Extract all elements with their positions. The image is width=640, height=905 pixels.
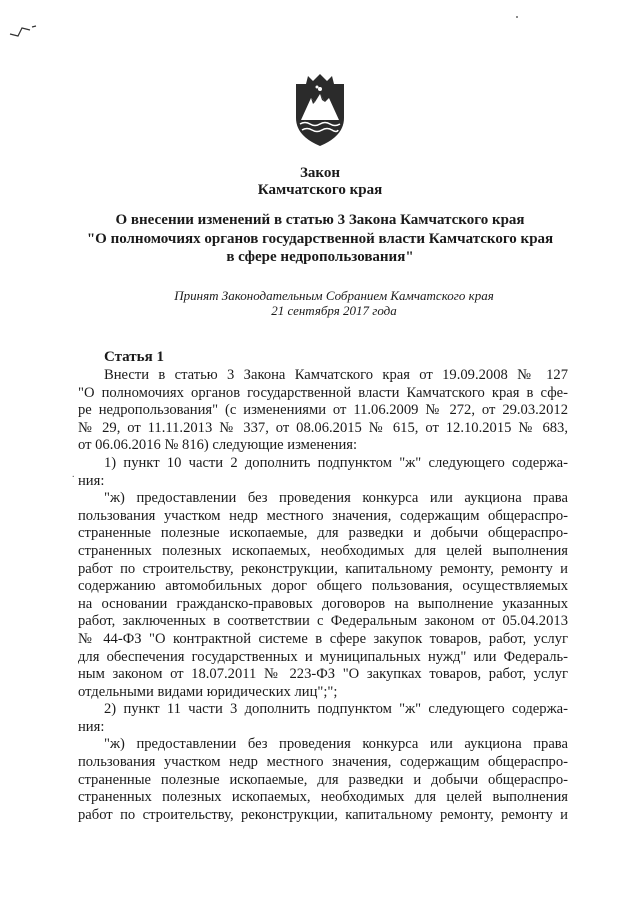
article-line: для обеспечения государственных и муниципальных нужд" или Федераль- (78, 648, 568, 665)
scan-dot (516, 16, 518, 18)
article-line: пользования участком недр местного значения, содержащим общераспро- (78, 754, 568, 771)
kamchatka-coat-of-arms-icon (292, 74, 348, 148)
law-region: Камчатского края (257, 182, 383, 198)
article-line: работ по строительству, реконструкции, капитальному ремонту, ремонту и (78, 560, 568, 577)
article-line: страненных полезных ископаемых, необходимых для целей выполнения (78, 789, 568, 806)
article-line: 2) пункт 11 части 3 дополнить подпунктом "ж" следующего содержа- (104, 701, 568, 718)
law-subject-line-1: О внесении изменений в статью 3 Закона Камчатского края (115, 212, 525, 228)
pen-mark-icon (8, 24, 38, 38)
article-line: "О полномочиях органов государственной власти Камчатского края в сфе- (78, 384, 568, 401)
article-line: ния: (78, 718, 105, 735)
article-line: Внести в статью 3 Закона Камчатского края от 19.09.2008 № 127 (104, 367, 568, 383)
law-title: Закон (299, 165, 340, 181)
article-line: № 29, от 11.11.2013 № 337, от 08.06.2015 № 615, от 12.10.2015 № 683, (78, 419, 568, 436)
article-line: содержанию автомобильных дорог общего пользования, осуществляемых (78, 578, 568, 595)
margin-mark: . (72, 469, 75, 480)
article-line: ре недропользования" (с изменениями от 11.06.2009 № 272, от 29.03.2012 (78, 402, 568, 419)
article-line: ния: (78, 472, 105, 489)
article-line: "ж) предоставлении без проведения конкурса или аукциона права (104, 490, 568, 507)
law-subject-line-3: в сфере недропользования" (226, 249, 414, 265)
article-line: работ по строительству, реконструкции, капитальному ремонту, ремонту и (78, 806, 568, 823)
law-subject-line-2: "О полномочиях органов государственной власти Камчатского края (86, 231, 554, 247)
article-line: "ж) предоставлении без проведения конкурса или аукциона права (104, 736, 568, 753)
article-line: ным законом от 18.07.2011 № 223-ФЗ "О закупках товаров, работ, услуг (78, 666, 568, 683)
article-line: страненных полезных ископаемых, необходимых для целей выполнения (78, 542, 568, 559)
article-line: страненные полезные ископаемые, для разведки и добычи общераспро- (78, 771, 568, 788)
article-line: отдельными видами юридических лиц";"; (78, 683, 338, 700)
article-line: страненные полезные ископаемые, для разведки и добычи общераспро- (78, 525, 568, 542)
article-heading: Статья 1 (104, 349, 164, 365)
adoption-note-line-2: 21 сентября 2017 года (271, 303, 397, 318)
article-line: на основании гражданско-правовых договоров на выполнение указанных (78, 595, 568, 612)
article-line: от 06.06.2016 № 816) следующие изменения: (78, 437, 358, 454)
article-line: работ, заключенных в соответствии с Федеральным законом от 05.04.2013 (78, 613, 568, 630)
adoption-note-line-1: Принят Законодательным Собранием Камчатского края (174, 288, 494, 303)
article-line: пользования участком недр местного значения, содержащим общераспро- (78, 507, 568, 524)
article-line: 1) пункт 10 части 2 дополнить подпунктом "ж" следующего содержа- (104, 454, 568, 471)
article-line: № 44-ФЗ "О контрактной системе в сфере закупок товаров, работ, услуг (78, 630, 568, 647)
article-body (78, 367, 568, 824)
